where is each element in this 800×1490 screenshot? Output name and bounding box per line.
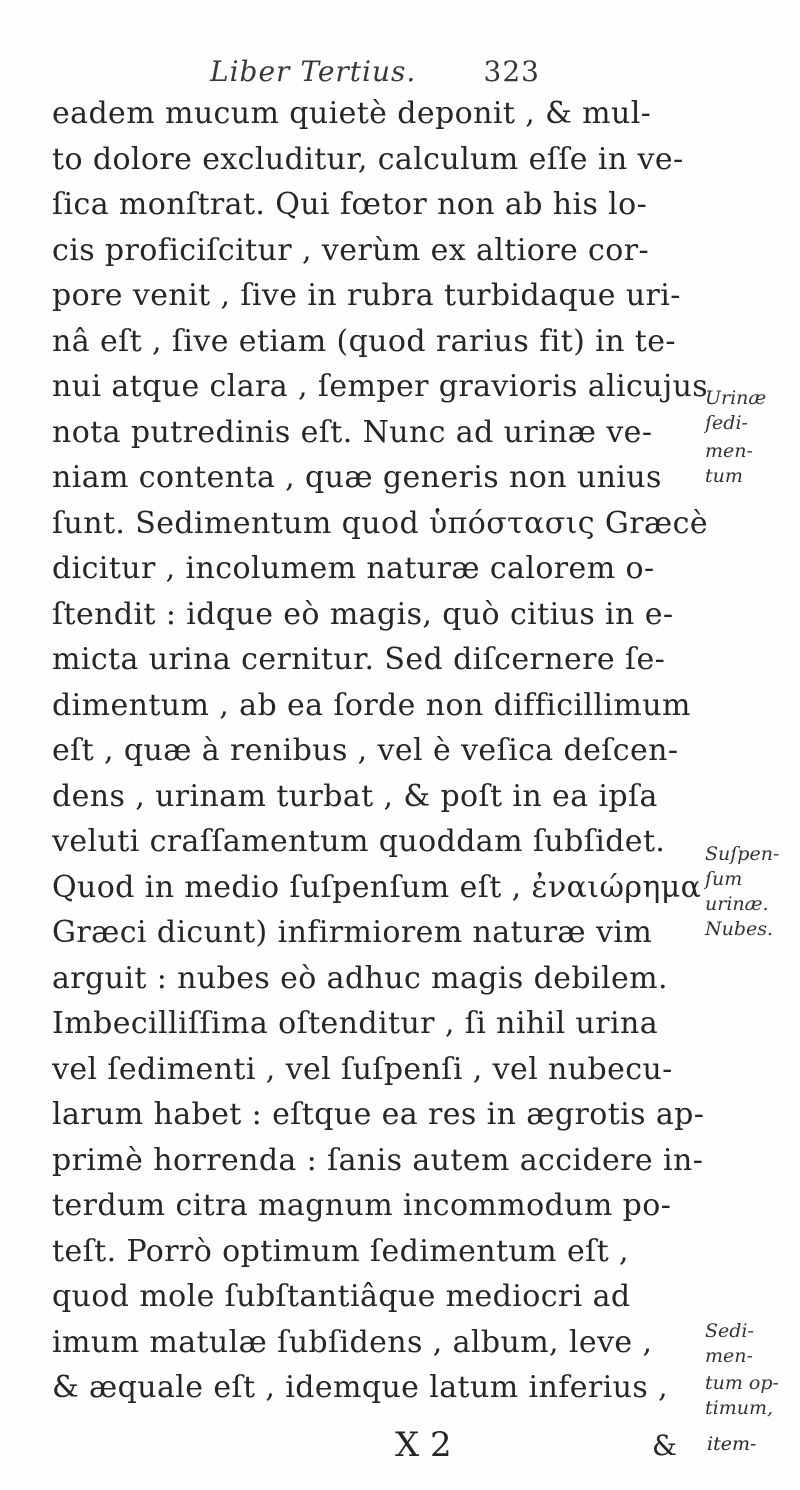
text-line: Quod in medio ſuſpenſum eſt , ἐναιώρημα: [52, 869, 702, 905]
running-head: [210, 55, 540, 95]
text-line: veluti craſſamentum quoddam ſubſidet.: [52, 824, 666, 859]
margin-note: Urinæ: [705, 387, 767, 409]
text-line: larum habet : eſtque ea res in ægrotis ap-: [52, 1097, 705, 1132]
text-line: dicitur , incolumem naturæ calorem o-: [52, 551, 655, 586]
text-line: dens , urinam turbat , & poſt in ea ipſa: [52, 778, 658, 814]
text-line: ſtendit : idque eò magis, quò citius in e-: [52, 596, 674, 632]
text-line: terdum citra magnum incommodum po-: [52, 1188, 672, 1223]
text-line: Imbecilliſſima oſtenditur , ſi nihil urina: [52, 1006, 658, 1041]
margin-note: tum op-: [705, 1372, 779, 1394]
margin-note: ſum: [705, 868, 743, 890]
text-line: nâ eſt , ſive etiam (quod rarius fit) in te-: [52, 323, 676, 359]
margin-note: urinæ.: [705, 893, 769, 915]
text-line: vel ſedimenti , vel ſuſpenſi , vel nubecu-: [52, 1051, 673, 1087]
text-line: dimentum , ab ea ſorde non difficillimum: [52, 687, 691, 723]
text-line: micta urina cernitur. Sed diſcernere ſe-: [52, 642, 666, 677]
text-line: primè horrenda : ſanis autem accidere in-: [52, 1142, 704, 1178]
text-line: cis proficiſcitur , verùm ex altiore cor-: [52, 232, 649, 268]
text-line: arguit : nubes eò adhuc magis debilem.: [52, 960, 668, 996]
text-line: nota putredinis eſt. Nunc ad urinæ ve-: [52, 414, 653, 450]
text-line: teſt. Porrò optimum ſedimentum eſt ,: [52, 1233, 629, 1269]
margin-note: men-: [705, 440, 753, 462]
text-line: imum matulæ ſubſidens , album, leve ,: [52, 1324, 653, 1360]
text-line: quod mole ſubſtantiâque mediocri ad: [52, 1279, 631, 1314]
text-line: to dolore excluditur, calculum eſſe in ve-: [52, 141, 684, 177]
text-line: nui atque clara , ſemper gravioris alicujus: [52, 369, 709, 404]
catchword-note: item-: [707, 1433, 757, 1455]
margin-note: tum: [705, 465, 743, 487]
text-line: eſt , quæ à renibus , vel è veſica deſcen-: [52, 733, 679, 768]
text-line: & æquale eſt , idemque latum inferius ,: [52, 1370, 669, 1405]
margin-note: men-: [705, 1345, 753, 1367]
margin-note: ſedi-: [705, 412, 748, 434]
text-line: Græci dicunt) infirmiorem naturæ vim: [52, 915, 653, 950]
footer-line: [52, 1425, 757, 1465]
text-line: niam contenta , quæ generis non unius: [52, 460, 662, 495]
text-line: ſica monſtrat. Qui fœtor non ab his lo-: [52, 187, 648, 222]
text-line: ſunt. Sedimentum quod ὑπόστασις Græcè: [52, 505, 708, 541]
signature-mark: X 2: [395, 1425, 452, 1465]
margin-note: Sedi-: [705, 1320, 754, 1342]
margin-note: Suſpen-: [705, 843, 780, 865]
text-line: eadem mucum quietè deponit , & mul-: [52, 96, 652, 131]
margin-note: timum,: [705, 1397, 774, 1419]
page-number: 323: [483, 55, 540, 88]
text-line: pore venit , ſive in rubra turbidaque uri-: [52, 278, 681, 313]
body-text: [52, 91, 709, 1411]
running-title: Liber Tertius.: [210, 55, 417, 88]
catchword: &: [652, 1429, 677, 1462]
margin-note: Nubes.: [705, 918, 774, 940]
